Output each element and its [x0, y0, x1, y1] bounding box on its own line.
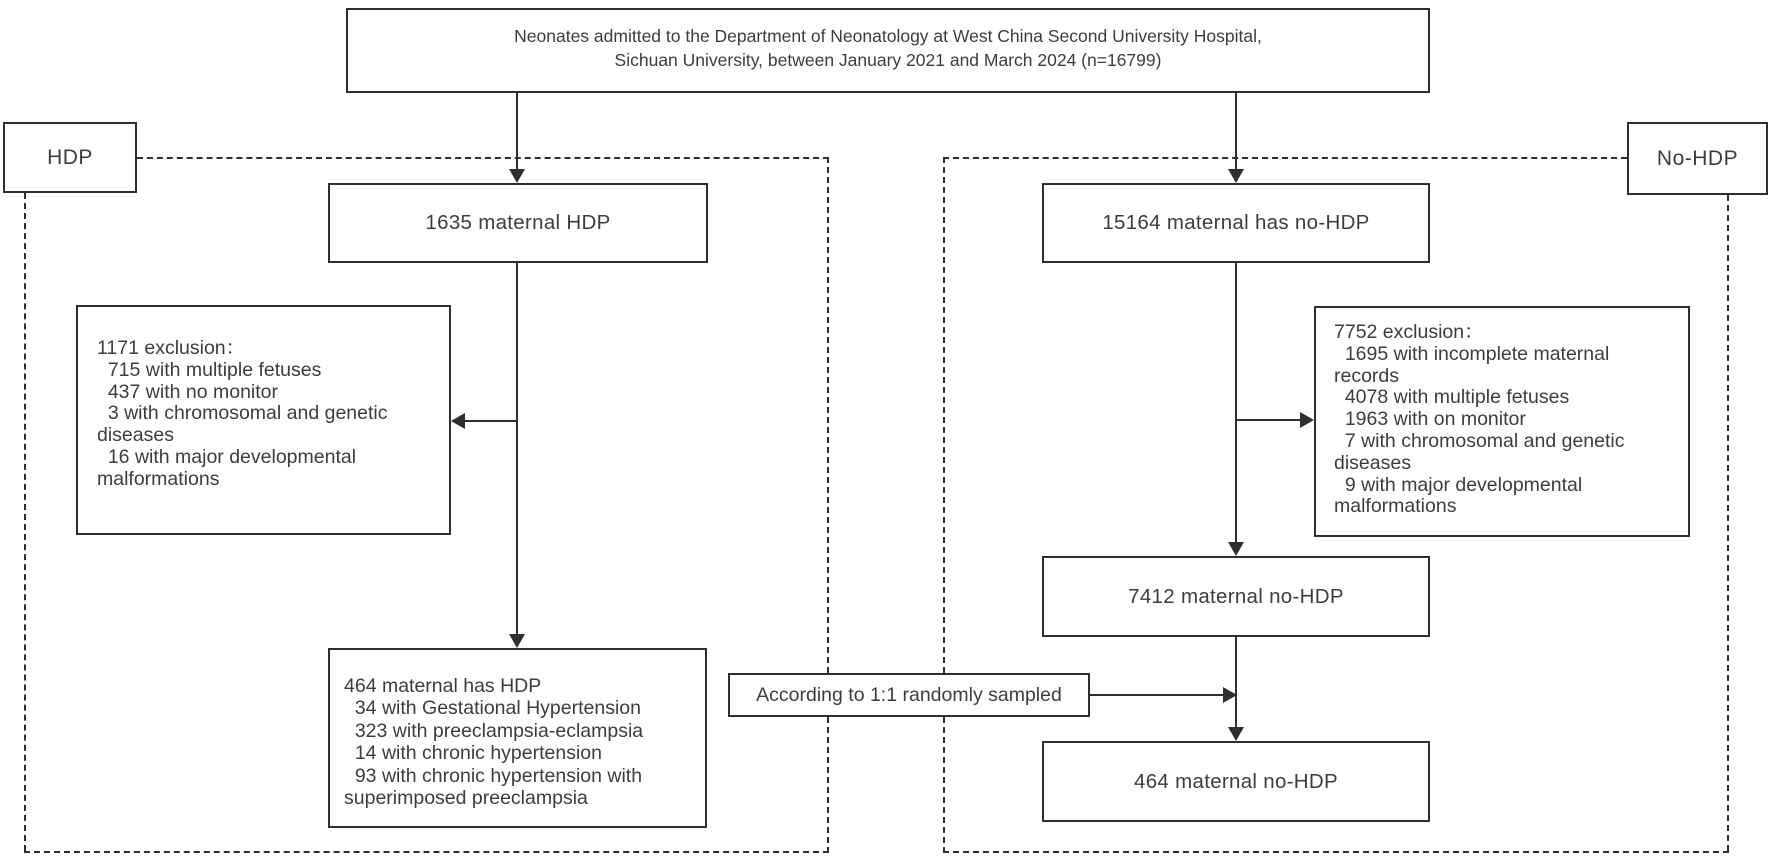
title-box: [346, 8, 1430, 93]
text-line: 437 with no monitor: [97, 380, 279, 403]
no-hdp-group-dashed-top: [943, 157, 1627, 159]
sampling-box: According to 1:1 randomly sampled: [728, 673, 1090, 717]
no-hdp-total-box: 15164 maternal has no-HDP: [1042, 183, 1430, 263]
text-line: 1963 with on monitor: [1334, 408, 1526, 431]
connector-top-to-no-hdp-total: [1235, 93, 1237, 169]
no-hdp-exclusion-box: [1314, 306, 1690, 537]
text-line: 93 with chronic hypertension with: [344, 764, 643, 787]
connector-to-no-hdp-exclusion: [1237, 419, 1300, 421]
hdp-exclusion-box: [76, 305, 451, 535]
arrowhead-to-no-hdp-exclusion: [1300, 412, 1314, 428]
connector-top-to-hdp-total: [516, 93, 518, 169]
arrowhead-to-no-hdp-total: [1228, 169, 1244, 183]
text-line: 34 with Gestational Hypertension: [344, 697, 641, 720]
connector-to-hdp-exclusion: [465, 420, 518, 422]
text-line: records: [1334, 364, 1400, 387]
text-line: malformations: [97, 467, 220, 490]
text-line: 715 with multiple fetuses: [97, 358, 322, 381]
text-line: 3 with chromosomal and genetic: [97, 402, 388, 425]
hdp-group-label: HDP: [3, 122, 137, 193]
text-line: 7752 exclusion：: [1334, 321, 1484, 343]
text-line: Sichuan University, between January 2021 and March 2024 (n=16799): [614, 50, 1162, 70]
text-line: diseases: [1334, 451, 1411, 474]
text-line: 7 with chromosomal and genetic: [1334, 429, 1625, 452]
hdp-group-dashed-top: [137, 157, 829, 159]
text-line: 1695 with incomplete maternal: [1334, 342, 1610, 365]
text-line: 4078 with multiple fetuses: [1334, 386, 1570, 409]
hdp-final-box: [328, 648, 707, 828]
text-line: Neonates admitted to the Department of Neonatology at West China Second University Hospital,: [514, 26, 1262, 46]
no-hdp-group-dashed-left: [943, 157, 945, 853]
text-line: 14 with chronic hypertension: [344, 742, 602, 765]
text-line: 323 with preeclampsia-eclampsia: [344, 719, 644, 742]
text-line: malformations: [1334, 495, 1457, 518]
hdp-total-box: 1635 maternal HDP: [328, 183, 708, 263]
hdp-group-dashed-right: [827, 157, 829, 853]
text-line: 9 with major developmental: [1334, 473, 1583, 496]
connector-matched-to-no-hdp-final: [1235, 637, 1237, 727]
text-line: 464 maternal has HDP: [344, 675, 542, 697]
no-hdp-matched-box: 7412 maternal no-HDP: [1042, 556, 1430, 637]
arrowhead-to-hdp-exclusion: [451, 413, 465, 429]
arrowhead-to-hdp-final: [509, 634, 525, 648]
text-line: 16 with major developmental: [97, 445, 357, 468]
text-line: superimposed preeclampsia: [344, 787, 588, 810]
arrowhead-to-no-hdp-matched: [1228, 542, 1244, 556]
no-hdp-group-dashed-bottom: [943, 851, 1729, 853]
arrowhead-to-hdp-total: [509, 169, 525, 183]
connector-sampling-to-final: [1090, 694, 1223, 696]
hdp-group-dashed-bottom: [24, 851, 829, 853]
arrowhead-to-no-hdp-final: [1228, 727, 1244, 741]
connector-no-hdp-total-to-matched: [1235, 263, 1237, 542]
no-hdp-group-label: No-HDP: [1627, 122, 1768, 195]
hdp-group-dashed-left: [24, 193, 26, 851]
arrowhead-sampling: [1223, 687, 1237, 703]
text-line: diseases: [97, 424, 174, 447]
text-line: 1171 exclusion：: [97, 337, 246, 359]
no-hdp-final-box: 464 maternal no-HDP: [1042, 741, 1430, 822]
no-hdp-group-dashed-right: [1727, 195, 1729, 851]
connector-hdp-total-to-final: [516, 263, 518, 634]
